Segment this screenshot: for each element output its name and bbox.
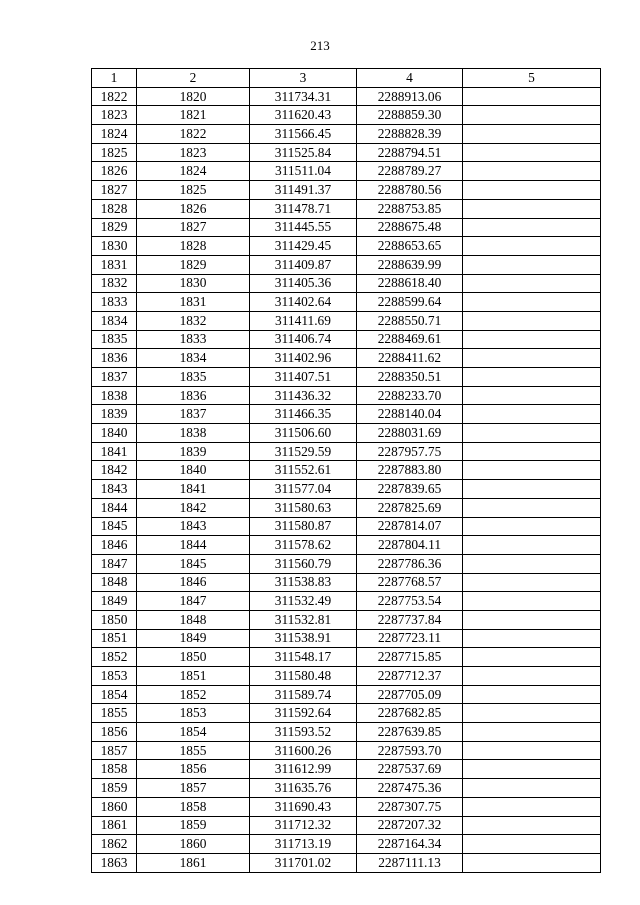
table-cell-col-3: 311578.62 — [250, 536, 357, 555]
table-cell-col-5 — [463, 237, 601, 256]
table-cell-col-4: 2287786.36 — [357, 554, 463, 573]
table-cell-col-1: 1840 — [92, 424, 137, 443]
table-cell-col-2: 1822 — [137, 125, 250, 144]
table-cell-col-4: 2287593.70 — [357, 741, 463, 760]
table-cell-col-4: 2288780.56 — [357, 181, 463, 200]
table-cell-col-1: 1830 — [92, 237, 137, 256]
table-cell-col-5 — [463, 461, 601, 480]
table-row — [92, 741, 601, 760]
table-row — [92, 255, 601, 274]
table-cell-col-5 — [463, 704, 601, 723]
table-row — [92, 517, 601, 536]
table-cell-col-5 — [463, 554, 601, 573]
table-cell-col-4: 2288828.39 — [357, 125, 463, 144]
table-cell-col-5 — [463, 181, 601, 200]
table-cell-col-3: 311580.63 — [250, 498, 357, 517]
table-cell-col-4: 2288140.04 — [357, 405, 463, 424]
table-cell-col-5 — [463, 573, 601, 592]
table-cell-col-2: 1852 — [137, 685, 250, 704]
table-cell-col-3: 311612.99 — [250, 760, 357, 779]
table-cell-col-1: 1827 — [92, 181, 137, 200]
table-row — [92, 106, 601, 125]
table-cell-col-4: 2287639.85 — [357, 723, 463, 742]
table-row — [92, 143, 601, 162]
table-cell-col-1: 1829 — [92, 218, 137, 237]
table-cell-col-5 — [463, 199, 601, 218]
table-row — [92, 853, 601, 872]
table-cell-col-2: 1848 — [137, 610, 250, 629]
table-cell-col-2: 1850 — [137, 648, 250, 667]
table-cell-col-2: 1821 — [137, 106, 250, 125]
table-row — [92, 704, 601, 723]
table-row — [92, 237, 601, 256]
table-cell-col-1: 1858 — [92, 760, 137, 779]
table-cell-col-4: 2288411.62 — [357, 349, 463, 368]
table-cell-col-1: 1828 — [92, 199, 137, 218]
table-row — [92, 87, 601, 106]
table-row — [92, 330, 601, 349]
table-cell-col-4: 2288350.51 — [357, 368, 463, 387]
table-cell-col-3: 311532.81 — [250, 610, 357, 629]
table-row — [92, 573, 601, 592]
table-cell-col-4: 2287164.34 — [357, 835, 463, 854]
table-cell-col-2: 1835 — [137, 368, 250, 387]
table-row — [92, 592, 601, 611]
table-row — [92, 349, 601, 368]
table-cell-col-3: 311409.87 — [250, 255, 357, 274]
table-cell-col-4: 2288031.69 — [357, 424, 463, 443]
table-cell-col-3: 311713.19 — [250, 835, 357, 854]
table-cell-col-3: 311402.96 — [250, 349, 357, 368]
table-row — [92, 424, 601, 443]
table-cell-col-4: 2287682.85 — [357, 704, 463, 723]
column-header-4: 4 — [357, 69, 463, 88]
table-cell-col-3: 311593.52 — [250, 723, 357, 742]
table-cell-col-4: 2288469.61 — [357, 330, 463, 349]
table-cell-col-2: 1829 — [137, 255, 250, 274]
table-cell-col-4: 2287712.37 — [357, 667, 463, 686]
table-cell-col-5 — [463, 536, 601, 555]
table-row — [92, 835, 601, 854]
table-cell-col-4: 2288753.85 — [357, 199, 463, 218]
table-cell-col-4: 2287753.54 — [357, 592, 463, 611]
table-cell-col-3: 311560.79 — [250, 554, 357, 573]
table-cell-col-5 — [463, 498, 601, 517]
table-row — [92, 199, 601, 218]
table-cell-col-3: 311635.76 — [250, 779, 357, 798]
table-row — [92, 125, 601, 144]
table-cell-col-4: 2287715.85 — [357, 648, 463, 667]
column-header-1: 1 — [92, 69, 137, 88]
table-cell-col-5 — [463, 368, 601, 387]
table-cell-col-3: 311701.02 — [250, 853, 357, 872]
table-cell-col-1: 1837 — [92, 368, 137, 387]
table-cell-col-5 — [463, 349, 601, 368]
table-cell-col-4: 2287804.11 — [357, 536, 463, 555]
table-cell-col-5 — [463, 386, 601, 405]
table-cell-col-2: 1836 — [137, 386, 250, 405]
table-cell-col-3: 311580.48 — [250, 667, 357, 686]
table-cell-col-4: 2287705.09 — [357, 685, 463, 704]
table-cell-col-2: 1856 — [137, 760, 250, 779]
table-cell-col-1: 1844 — [92, 498, 137, 517]
table-cell-col-4: 2287814.07 — [357, 517, 463, 536]
column-header-3: 3 — [250, 69, 357, 88]
table-cell-col-5 — [463, 255, 601, 274]
table-cell-col-5 — [463, 293, 601, 312]
table-cell-col-3: 311478.71 — [250, 199, 357, 218]
table-cell-col-5 — [463, 723, 601, 742]
table-cell-col-2: 1827 — [137, 218, 250, 237]
table-cell-col-1: 1859 — [92, 779, 137, 798]
table-row — [92, 760, 601, 779]
table-cell-col-2: 1824 — [137, 162, 250, 181]
table-cell-col-1: 1833 — [92, 293, 137, 312]
table-row — [92, 442, 601, 461]
table-cell-col-5 — [463, 517, 601, 536]
table-cell-col-3: 311620.43 — [250, 106, 357, 125]
table-cell-col-2: 1820 — [137, 87, 250, 106]
table-cell-col-5 — [463, 853, 601, 872]
table-cell-col-4: 2288550.71 — [357, 311, 463, 330]
table-cell-col-1: 1849 — [92, 592, 137, 611]
table-cell-col-1: 1823 — [92, 106, 137, 125]
table-cell-col-4: 2287111.13 — [357, 853, 463, 872]
table-cell-col-4: 2287723.11 — [357, 629, 463, 648]
table-cell-col-1: 1831 — [92, 255, 137, 274]
page-number: 213 — [310, 38, 330, 53]
table-cell-col-2: 1837 — [137, 405, 250, 424]
table-cell-col-1: 1842 — [92, 461, 137, 480]
table-cell-col-5 — [463, 311, 601, 330]
table-row — [92, 667, 601, 686]
table-cell-col-2: 1858 — [137, 797, 250, 816]
table-cell-col-3: 311538.83 — [250, 573, 357, 592]
table-cell-col-4: 2287768.57 — [357, 573, 463, 592]
table-cell-col-1: 1848 — [92, 573, 137, 592]
table-cell-col-2: 1854 — [137, 723, 250, 742]
table-cell-col-5 — [463, 330, 601, 349]
table-cell-col-5 — [463, 125, 601, 144]
table-cell-col-2: 1855 — [137, 741, 250, 760]
table-cell-col-4: 2287883.80 — [357, 461, 463, 480]
table-row — [92, 461, 601, 480]
table-cell-col-4: 2287839.65 — [357, 480, 463, 499]
table-row — [92, 554, 601, 573]
table-cell-col-3: 311538.91 — [250, 629, 357, 648]
table-cell-col-4: 2288789.27 — [357, 162, 463, 181]
table-row — [92, 629, 601, 648]
table-cell-col-1: 1835 — [92, 330, 137, 349]
table-cell-col-3: 311577.04 — [250, 480, 357, 499]
table-row — [92, 293, 601, 312]
table-cell-col-4: 2288913.06 — [357, 87, 463, 106]
table-cell-col-2: 1846 — [137, 573, 250, 592]
table-cell-col-2: 1845 — [137, 554, 250, 573]
table-cell-col-4: 2287957.75 — [357, 442, 463, 461]
table-row — [92, 536, 601, 555]
table-cell-col-1: 1825 — [92, 143, 137, 162]
table-cell-col-3: 311445.55 — [250, 218, 357, 237]
table-cell-col-4: 2287737.84 — [357, 610, 463, 629]
table-cell-col-3: 311690.43 — [250, 797, 357, 816]
table-row — [92, 779, 601, 798]
table-row — [92, 405, 601, 424]
table-cell-col-4: 2287825.69 — [357, 498, 463, 517]
table-row — [92, 368, 601, 387]
table-cell-col-2: 1831 — [137, 293, 250, 312]
table-cell-col-2: 1844 — [137, 536, 250, 555]
table-cell-col-2: 1857 — [137, 779, 250, 798]
table-cell-col-3: 311525.84 — [250, 143, 357, 162]
table-cell-col-1: 1824 — [92, 125, 137, 144]
table-cell-col-2: 1839 — [137, 442, 250, 461]
table-cell-col-5 — [463, 87, 601, 106]
table-cell-col-1: 1846 — [92, 536, 137, 555]
table-cell-col-4: 2288794.51 — [357, 143, 463, 162]
table-cell-col-2: 1830 — [137, 274, 250, 293]
table-cell-col-1: 1856 — [92, 723, 137, 742]
table-cell-col-2: 1853 — [137, 704, 250, 723]
table-cell-col-1: 1822 — [92, 87, 137, 106]
table-cell-col-3: 311552.61 — [250, 461, 357, 480]
table-cell-col-1: 1839 — [92, 405, 137, 424]
table-cell-col-3: 311548.17 — [250, 648, 357, 667]
table-cell-col-4: 2287475.36 — [357, 779, 463, 798]
table-cell-col-3: 311712.32 — [250, 816, 357, 835]
table-cell-col-3: 311734.31 — [250, 87, 357, 106]
table-body — [92, 87, 601, 872]
table-cell-col-1: 1826 — [92, 162, 137, 181]
table-cell-col-2: 1825 — [137, 181, 250, 200]
table-cell-col-5 — [463, 685, 601, 704]
table-cell-col-5 — [463, 143, 601, 162]
table-cell-col-5 — [463, 442, 601, 461]
table-cell-col-1: 1841 — [92, 442, 137, 461]
table-cell-col-3: 311406.74 — [250, 330, 357, 349]
table-cell-col-1: 1860 — [92, 797, 137, 816]
table-cell-col-4: 2287207.32 — [357, 816, 463, 835]
table-cell-col-5 — [463, 610, 601, 629]
table-cell-col-2: 1851 — [137, 667, 250, 686]
table-cell-col-5 — [463, 648, 601, 667]
table-cell-col-5 — [463, 274, 601, 293]
table-row — [92, 498, 601, 517]
table-cell-col-3: 311402.64 — [250, 293, 357, 312]
table-cell-col-1: 1855 — [92, 704, 137, 723]
table-cell-col-4: 2288639.99 — [357, 255, 463, 274]
table-cell-col-1: 1850 — [92, 610, 137, 629]
table-cell-col-3: 311511.04 — [250, 162, 357, 181]
table-cell-col-5 — [463, 760, 601, 779]
table-cell-col-1: 1851 — [92, 629, 137, 648]
table-cell-col-2: 1834 — [137, 349, 250, 368]
table-row — [92, 162, 601, 181]
table-cell-col-1: 1847 — [92, 554, 137, 573]
table-cell-col-1: 1845 — [92, 517, 137, 536]
table-cell-col-1: 1853 — [92, 667, 137, 686]
table-cell-col-5 — [463, 162, 601, 181]
table-cell-col-4: 2288859.30 — [357, 106, 463, 125]
table-row — [92, 723, 601, 742]
table-row — [92, 181, 601, 200]
table-cell-col-2: 1833 — [137, 330, 250, 349]
table-cell-col-3: 311436.32 — [250, 386, 357, 405]
table-cell-col-1: 1832 — [92, 274, 137, 293]
table-row — [92, 218, 601, 237]
column-header-5: 5 — [463, 69, 601, 88]
table-row — [92, 610, 601, 629]
table-cell-col-2: 1826 — [137, 199, 250, 218]
table-cell-col-1: 1836 — [92, 349, 137, 368]
table-row — [92, 274, 601, 293]
table-cell-col-3: 311589.74 — [250, 685, 357, 704]
table-cell-col-2: 1840 — [137, 461, 250, 480]
table-cell-col-2: 1832 — [137, 311, 250, 330]
table-cell-col-2: 1842 — [137, 498, 250, 517]
table-cell-col-2: 1861 — [137, 853, 250, 872]
table-cell-col-4: 2288675.48 — [357, 218, 463, 237]
table-cell-col-5 — [463, 779, 601, 798]
table-cell-col-1: 1838 — [92, 386, 137, 405]
table-cell-col-2: 1838 — [137, 424, 250, 443]
table-cell-col-2: 1828 — [137, 237, 250, 256]
table-row — [92, 386, 601, 405]
table-cell-col-3: 311600.26 — [250, 741, 357, 760]
table-row — [92, 311, 601, 330]
table-cell-col-3: 311405.36 — [250, 274, 357, 293]
table-cell-col-5 — [463, 480, 601, 499]
table-cell-col-2: 1847 — [137, 592, 250, 611]
table-cell-col-1: 1854 — [92, 685, 137, 704]
table-cell-col-4: 2288233.70 — [357, 386, 463, 405]
table-cell-col-5 — [463, 592, 601, 611]
table-cell-col-4: 2288599.64 — [357, 293, 463, 312]
table-cell-col-5 — [463, 741, 601, 760]
table-cell-col-5 — [463, 816, 601, 835]
table-cell-col-4: 2287307.75 — [357, 797, 463, 816]
table-cell-col-5 — [463, 424, 601, 443]
table-cell-col-2: 1843 — [137, 517, 250, 536]
coordinates-table — [91, 68, 601, 873]
table-cell-col-2: 1823 — [137, 143, 250, 162]
table-cell-col-4: 2288653.65 — [357, 237, 463, 256]
table-cell-col-1: 1862 — [92, 835, 137, 854]
table-cell-col-2: 1860 — [137, 835, 250, 854]
table-cell-col-1: 1861 — [92, 816, 137, 835]
table-cell-col-5 — [463, 667, 601, 686]
table-cell-col-2: 1849 — [137, 629, 250, 648]
table-row — [92, 648, 601, 667]
table-cell-col-3: 311580.87 — [250, 517, 357, 536]
table-cell-col-5 — [463, 218, 601, 237]
table-cell-col-5 — [463, 835, 601, 854]
table-cell-col-2: 1859 — [137, 816, 250, 835]
table-cell-col-3: 311532.49 — [250, 592, 357, 611]
table-cell-col-1: 1852 — [92, 648, 137, 667]
table-cell-col-1: 1857 — [92, 741, 137, 760]
table-cell-col-4: 2288618.40 — [357, 274, 463, 293]
column-header-2: 2 — [137, 69, 250, 88]
table-cell-col-3: 311407.51 — [250, 368, 357, 387]
table-cell-col-3: 311411.69 — [250, 311, 357, 330]
table-cell-col-4: 2287537.69 — [357, 760, 463, 779]
table-row — [92, 797, 601, 816]
table-cell-col-5 — [463, 629, 601, 648]
table-cell-col-5 — [463, 106, 601, 125]
table-row — [92, 685, 601, 704]
table-cell-col-2: 1841 — [137, 480, 250, 499]
table-cell-col-3: 311506.60 — [250, 424, 357, 443]
table-cell-col-3: 311429.45 — [250, 237, 357, 256]
table-cell-col-3: 311592.64 — [250, 704, 357, 723]
table-cell-col-3: 311529.59 — [250, 442, 357, 461]
table-cell-col-1: 1843 — [92, 480, 137, 499]
table-row — [92, 816, 601, 835]
table-cell-col-1: 1863 — [92, 853, 137, 872]
table-row — [92, 480, 601, 499]
table-header-row — [92, 69, 601, 88]
table-cell-col-3: 311566.45 — [250, 125, 357, 144]
table-cell-col-5 — [463, 405, 601, 424]
table-cell-col-3: 311466.35 — [250, 405, 357, 424]
table-cell-col-1: 1834 — [92, 311, 137, 330]
table-cell-col-3: 311491.37 — [250, 181, 357, 200]
table-cell-col-5 — [463, 797, 601, 816]
